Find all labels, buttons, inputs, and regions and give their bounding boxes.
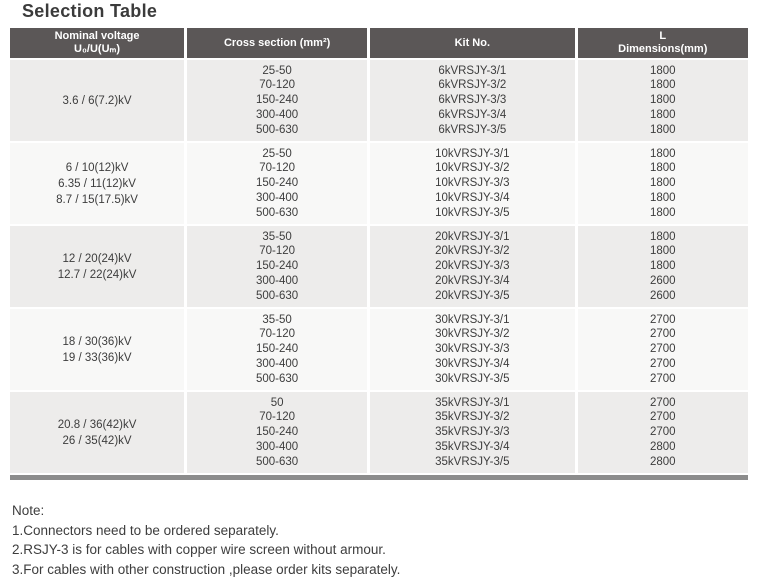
voltage-value: 12 / 20(24)kV [62,252,132,265]
cross-section-value: 70-120 [259,79,296,92]
kit-no-value: 30kVRSJY-3/2 [435,328,510,341]
cross-section-value: 25-50 [262,64,292,77]
kit-no-value: 10kVRSJY-3/1 [435,147,510,160]
kit-no-value: 20kVRSJY-3/5 [435,289,510,302]
dimension-value: 2700 [649,357,676,370]
kit-no-value: 20kVRSJY-3/3 [435,260,510,273]
kit-no-value: 30kVRSJY-3/4 [435,357,510,370]
voltage-group-row [10,392,748,475]
note-item: 1.Connectors need to be ordered separately. [12,522,279,538]
kit-no-value: 6kVRSJY-3/4 [438,108,507,121]
voltage-group-row [10,60,748,143]
nominal-voltage-cell [10,309,187,390]
cross-section-value: 300-400 [256,357,299,370]
kit-no-value: 35kVRSJY-3/5 [435,455,510,468]
cross-section-value: 150-240 [256,426,299,439]
header-line: Kit No. [454,36,491,49]
kit-no-value: 10kVRSJY-3/5 [435,206,510,219]
cross-section-value: 150-240 [256,94,299,107]
kit-no-value: 6kVRSJY-3/1 [438,64,507,77]
kit-no-cell [370,60,577,141]
dimension-cell [578,392,749,473]
header-line: U₀/U(Uₘ) [74,43,121,55]
kit-no-cell [370,309,577,390]
kit-no-cell [370,143,577,224]
cross-section-value: 500-630 [256,372,299,385]
voltage-value: 6.35 / 11(12)kV [58,177,136,190]
header-line: Nominal voltage [54,30,140,42]
kit-no-value: 6kVRSJY-3/5 [438,123,507,136]
note-item: 2.RSJY-3 is for cables with copper wire screen without armour. [12,542,386,557]
kit-no-value: 35kVRSJY-3/3 [435,426,510,439]
cross-section-value: 70-120 [259,411,296,424]
dimension-value: 1800 [649,191,676,204]
kit-no-value: 6kVRSJY-3/2 [438,79,507,92]
dimension-value: 2800 [649,455,676,468]
dimension-value: 1800 [649,108,676,121]
cross-section-value: 35-50 [262,230,292,243]
dimension-value: 2700 [649,411,676,424]
header-line: Dimensions(mm) [618,43,708,55]
voltage-group-row [10,226,748,309]
cross-section-value: 150-240 [256,260,299,273]
dimension-value: 2700 [649,372,676,385]
cross-section-value: 70-120 [259,245,296,258]
cross-section-cell [187,226,370,307]
dimension-value: 2800 [649,440,676,453]
voltage-value: 20.8 / 36(42)kV [57,418,137,431]
kit-no-value: 20kVRSJY-3/2 [435,245,510,258]
kit-no-cell [370,226,577,307]
voltage-value: 26 / 35(42)kV [62,434,132,447]
voltage-value: 8.7 / 15(17.5)kV [56,193,138,206]
voltage-value: 3.6 / 6(7.2)kV [62,94,132,107]
dimension-value: 1800 [649,260,676,273]
cross-section-value: 70-120 [259,328,296,341]
cross-section-cell [187,392,370,473]
selection-table [10,28,748,480]
cross-section-value: 500-630 [256,289,299,302]
dimension-cell [578,309,749,390]
column-header-nominal-voltage [10,28,187,58]
nominal-voltage-cell [10,60,187,141]
cross-section-value: 35-50 [262,313,292,326]
voltage-value: 18 / 30(36)kV [62,335,132,348]
cross-section-cell [187,143,370,224]
nominal-voltage-cell [10,226,187,307]
kit-no-value: 20kVRSJY-3/4 [435,274,510,287]
notes-section [12,501,748,579]
note-item: 3.For cables with other construction ,please order kits separately. [12,561,401,577]
kit-no-value: 20kVRSJY-3/1 [435,230,510,243]
voltage-value: 6 / 10(12)kV [65,161,129,174]
dimension-value: 2600 [649,289,676,302]
table-header-row [10,28,748,60]
dimension-value: 1800 [649,162,676,175]
nominal-voltage-cell [10,392,187,473]
cross-section-value: 500-630 [256,206,299,219]
kit-no-value: 10kVRSJY-3/3 [435,177,510,190]
cross-section-value: 300-400 [256,108,299,121]
dimension-value: 1800 [649,245,676,258]
dimension-value: 2700 [649,343,676,356]
dimension-value: 2700 [649,426,676,439]
kit-no-value: 10kVRSJY-3/2 [435,162,510,175]
cross-section-value: 500-630 [256,123,299,136]
dimension-value: 1800 [649,206,676,219]
voltage-group-row [10,309,748,392]
dimension-cell [578,226,749,307]
kit-no-value: 35kVRSJY-3/2 [435,411,510,424]
column-header-l-dimensions [578,28,749,58]
dimension-value: 2700 [649,313,676,326]
dimension-value: 1800 [649,230,676,243]
kit-no-value: 35kVRSJY-3/4 [435,440,510,453]
nominal-voltage-cell [10,143,187,224]
voltage-group-row [10,143,748,226]
dimension-value: 2700 [649,396,676,409]
header-line: Cross section (mm²) [223,36,331,49]
cross-section-value: 150-240 [256,343,299,356]
dimension-value: 1800 [649,94,676,107]
kit-no-value: 30kVRSJY-3/1 [435,313,510,326]
dimension-value: 1800 [649,64,676,77]
cross-section-cell [187,309,370,390]
cross-section-value: 70-120 [259,162,296,175]
table-body [10,60,748,475]
kit-no-value: 6kVRSJY-3/3 [438,94,507,107]
kit-no-value: 30kVRSJY-3/3 [435,343,510,356]
dimension-cell [578,60,749,141]
voltage-value: 19 / 33(36)kV [62,351,132,364]
header-line: L [659,30,667,42]
table-bottom-border [10,475,748,480]
cross-section-value: 500-630 [256,455,299,468]
cross-section-value: 150-240 [256,177,299,190]
cross-section-cell [187,60,370,141]
dimension-value: 1800 [649,177,676,190]
dimension-value: 2600 [649,274,676,287]
dimension-value: 1800 [649,79,676,92]
kit-no-value: 35kVRSJY-3/1 [435,396,510,409]
dimension-cell [578,143,749,224]
column-header-kit-no [370,28,577,58]
dimension-value: 1800 [649,147,676,160]
cross-section-value: 25-50 [262,147,292,160]
kit-no-value: 10kVRSJY-3/4 [435,191,510,204]
voltage-value: 12.7 / 22(24)kV [57,268,137,281]
cross-section-value: 300-400 [256,191,299,204]
kit-no-cell [370,392,577,473]
dimension-value: 2700 [649,328,676,341]
kit-no-value: 30kVRSJY-3/5 [435,372,510,385]
column-header-cross-section [187,28,370,58]
cross-section-value: 300-400 [256,274,299,287]
cross-section-value: 300-400 [256,440,299,453]
page-title: Selection Table [22,1,158,21]
cross-section-value: 50 [270,396,284,409]
dimension-value: 1800 [649,123,676,136]
notes-title: Note: [12,503,45,518]
